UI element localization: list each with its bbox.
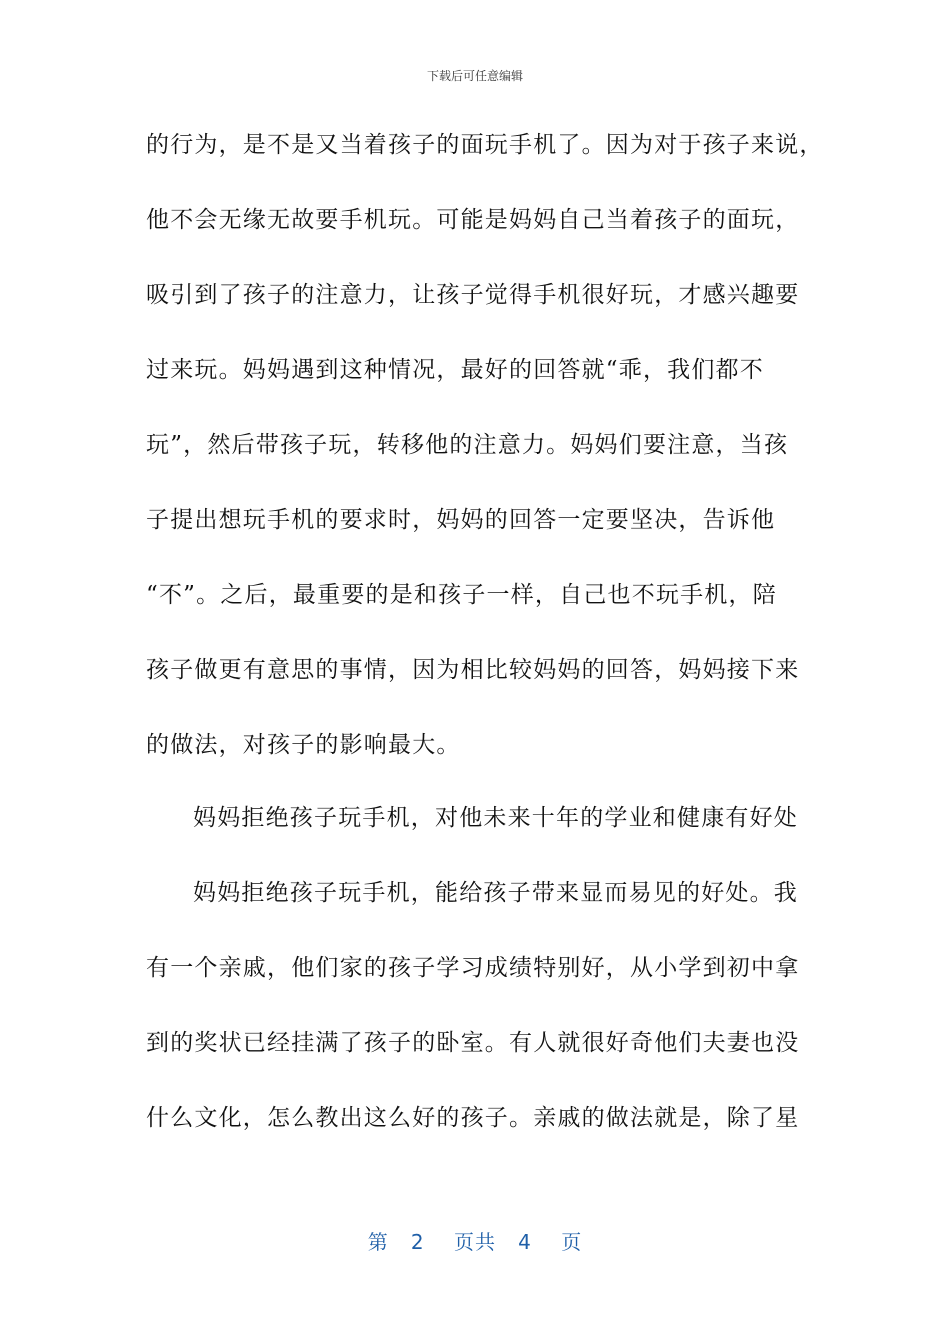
text-line: 有一个亲戚，他们家的孩子学习成绩特别好，从小学到初中拿 [146, 955, 800, 981]
text-line: 吸引到了孩子的注意力，让孩子觉得手机很好玩，才感兴趣要 [146, 282, 800, 308]
text-line: 玩”，然后带孩子玩，转移他的注意力。妈妈们要注意，当孩 [146, 432, 789, 458]
total-pages-number: 4 [518, 1230, 532, 1254]
section-heading: 妈妈拒绝孩子玩手机，对他未来十年的学业和健康有好处 [193, 805, 798, 831]
text-line: 的做法，对孩子的影响最大。 [146, 732, 461, 758]
text-line: 的行为，是不是又当着孩子的面玩手机了。因为对于孩子来说， [146, 132, 824, 158]
paragraph-first-line: 妈妈拒绝孩子玩手机，能给孩子带来显而易见的好处。我 [193, 880, 798, 906]
page-label-mid: 页共 [454, 1230, 496, 1254]
text-line: “不”。之后，最重要的是和孩子一样，自己也不玩手机，陪 [146, 582, 777, 608]
current-page-number: 2 [410, 1230, 425, 1254]
header-note: 下载后可任意编辑 [426, 69, 523, 83]
text-line: 到的奖状已经挂满了孩子的卧室。有人就很好奇他们夫妻也没 [146, 1030, 800, 1056]
text-line: 他不会无缘无故要手机玩。可能是妈妈自己当着孩子的面玩， [146, 207, 800, 233]
text-line: 子提出想玩手机的要求时，妈妈的回答一定要坚决，告诉他 [146, 507, 776, 533]
text-line: 孩子做更有意思的事情，因为相比较妈妈的回答，妈妈接下来 [146, 657, 800, 683]
page-footer [0, 1226, 950, 1255]
page-label-prefix: 第 [367, 1230, 389, 1254]
page-label-suffix: 页 [561, 1230, 583, 1254]
text-line: 什么文化，怎么教出这么好的孩子。亲戚的做法就是，除了星 [146, 1105, 800, 1131]
text-line: 过来玩。妈妈遇到这种情况，最好的回答就“乖，我们都不 [146, 357, 764, 383]
